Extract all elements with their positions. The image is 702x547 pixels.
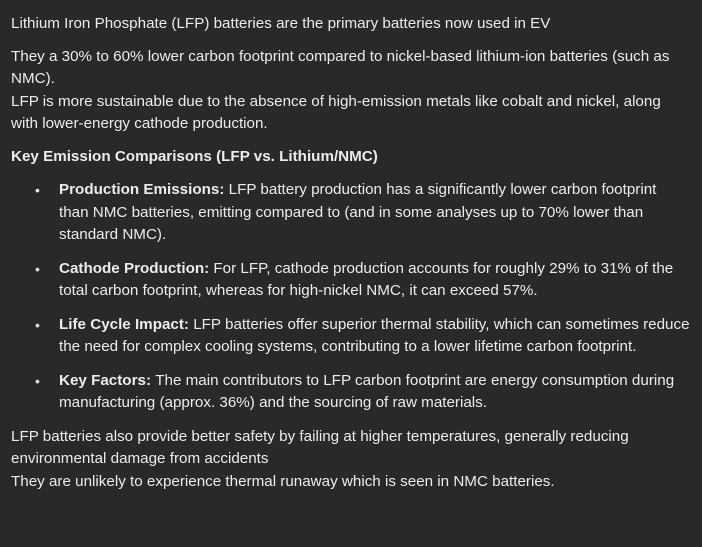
comparison-list [11,179,690,415]
list-item-text: The main contributors to LFP carbon footprint are energy consumption during manufacturing (approx. 36%) and the sourcing of raw materials. [59,371,675,411]
list-item-text: LFP battery production has a significantly lower carbon footprint than NMC batteries, emitting compared to (and in some analyses up to 70% lower than standard NMC). [59,181,657,243]
bullet-icon: • [35,182,40,198]
list-item [35,179,690,247]
list-item-text: For LFP, cathode production accounts for roughly 29% to 31% of the total carbon footprint, whereas for high-nickel NMC, it can exceed 57%. [59,259,674,299]
list-item-title: Key Factors: [59,371,156,389]
list-item-title: Life Cycle Impact: [59,315,194,333]
list-item-title: Cathode Production: [59,259,214,277]
bullet-icon: • [35,316,40,333]
intro-line-1: Lithium Iron Phosphate (LFP) batteries are the primary batteries now used in EV [11,15,551,32]
list-item [35,370,690,415]
list-item-text: LFP batteries offer superior thermal stability, which can sometimes reduce the need for complex cooling systems, contributing to a lower lifetime carbon footprint. [59,315,690,355]
bullet-icon: • [35,372,40,389]
outro-line-1: LFP batteries also provide better safety by failing at higher temperatures, generally reducing environmental damage from accidents [11,427,629,467]
intro-line-2: They a 30% to 60% lower carbon footprint compared to nickel-based lithium-ion batteries (such as NMC). [11,47,670,87]
section-heading: Key Emission Comparisons (LFP vs. Lithium/NMC) [11,147,378,165]
bullet-icon: • [35,260,40,277]
list-item [35,314,690,359]
list-item-title: Production Emissions: [59,181,229,198]
outro-line-2: They are unlikely to experience thermal runaway which is seen in NMC batteries. [11,472,555,490]
intro-line-3: LFP is more sustainable due to the absence of high-emission metals like cobalt and nickel, along with lower-energy cathode production. [11,92,661,132]
list-item [35,258,690,303]
